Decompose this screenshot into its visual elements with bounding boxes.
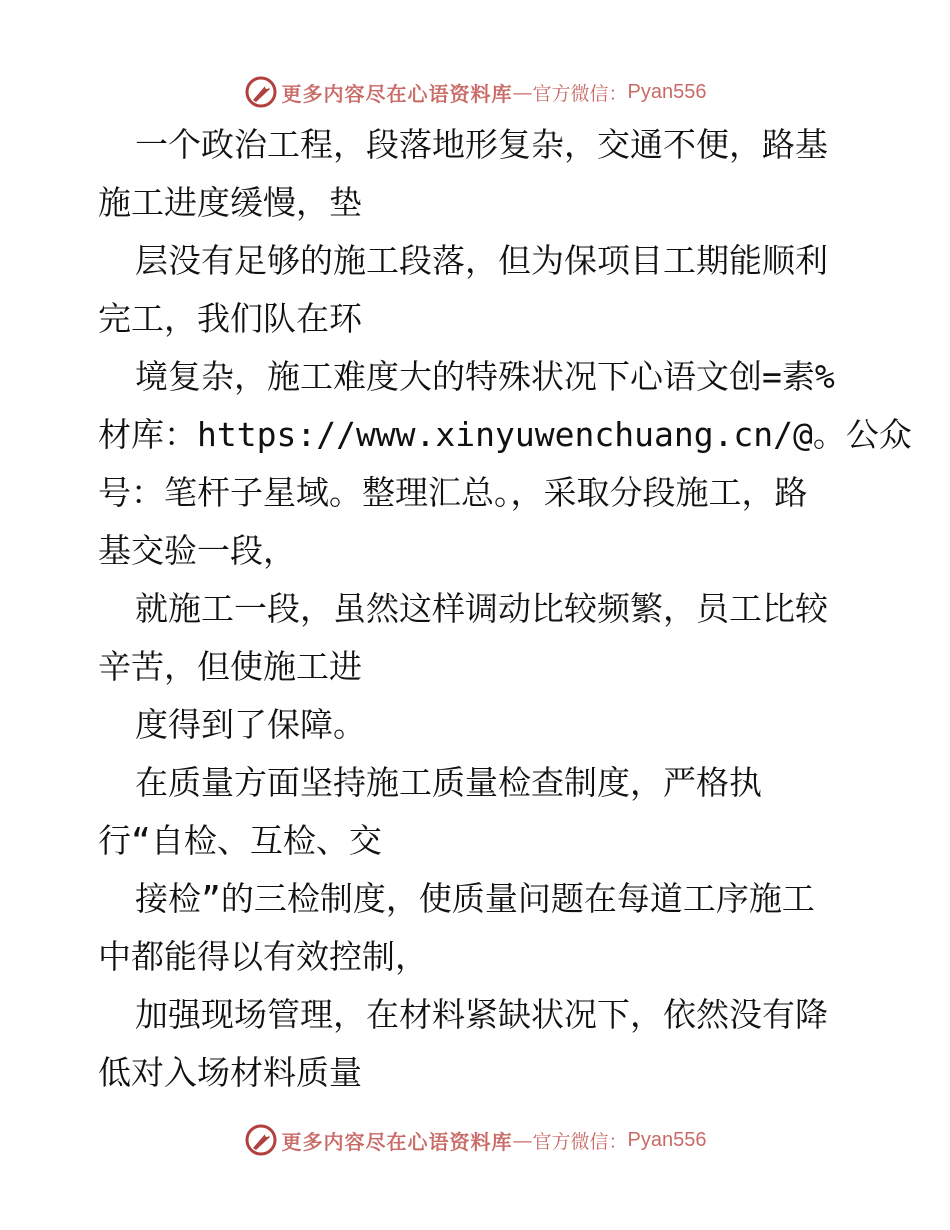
- header-wechat-id: Pyan556: [627, 80, 707, 103]
- footer-wechat-label: 官方微信：: [532, 1130, 628, 1153]
- text-line: 辛苦，但使施工进: [98, 647, 362, 686]
- header-wechat-label: 官方微信：: [532, 82, 628, 105]
- text-line: 一个政治工程，段落地形复杂，交通不便，路基: [135, 125, 828, 164]
- text-line: 接检”的三检制度，使质量问题在每道工序施工: [135, 879, 815, 918]
- text-line: 加强现场管理，在材料紧缺状况下，依然没有降: [135, 995, 828, 1034]
- text-line: 材库：https://www.xinyuwenchuang.cn/@。公众: [98, 415, 912, 454]
- text-line: 完工，我们队在环: [98, 299, 362, 338]
- text-line: 号：笔杆子星域。整理汇总。，采取分段施工，路: [98, 473, 808, 512]
- text-line: 层没有足够的施工段落，但为保项目工期能顺利: [135, 241, 828, 280]
- document-body: [98, 116, 912, 1102]
- header-site-text: 更多内容尽在心语资料库: [281, 81, 513, 106]
- text-line: 就施工一段，虽然这样调动比较频繁，员工比较: [135, 589, 828, 628]
- footer-banner: [0, 1120, 950, 1160]
- header-separator: —: [512, 80, 533, 104]
- pen-nib-logo-icon: [244, 1123, 278, 1157]
- text-line: 行“自检、互检、交: [98, 821, 382, 860]
- header-banner: [0, 72, 950, 112]
- pen-nib-logo-icon: [244, 75, 278, 109]
- text-line: 境复杂，施工难度大的特殊状况下心语文创=素%: [135, 357, 835, 396]
- text-line: 低对入场材料质量: [98, 1053, 362, 1092]
- text-line: 度得到了保障。: [135, 705, 366, 744]
- text-line: 中都能得以有效控制，: [98, 937, 428, 976]
- text-line: 在质量方面坚持施工质量检查制度，严格执: [135, 763, 762, 802]
- footer-site-text: 更多内容尽在心语资料库: [281, 1129, 513, 1154]
- footer-wechat-id: Pyan556: [627, 1128, 707, 1151]
- footer-separator: —: [512, 1128, 533, 1152]
- text-line: 基交验一段，: [98, 531, 296, 570]
- text-line: 施工进度缓慢，垫: [98, 183, 362, 222]
